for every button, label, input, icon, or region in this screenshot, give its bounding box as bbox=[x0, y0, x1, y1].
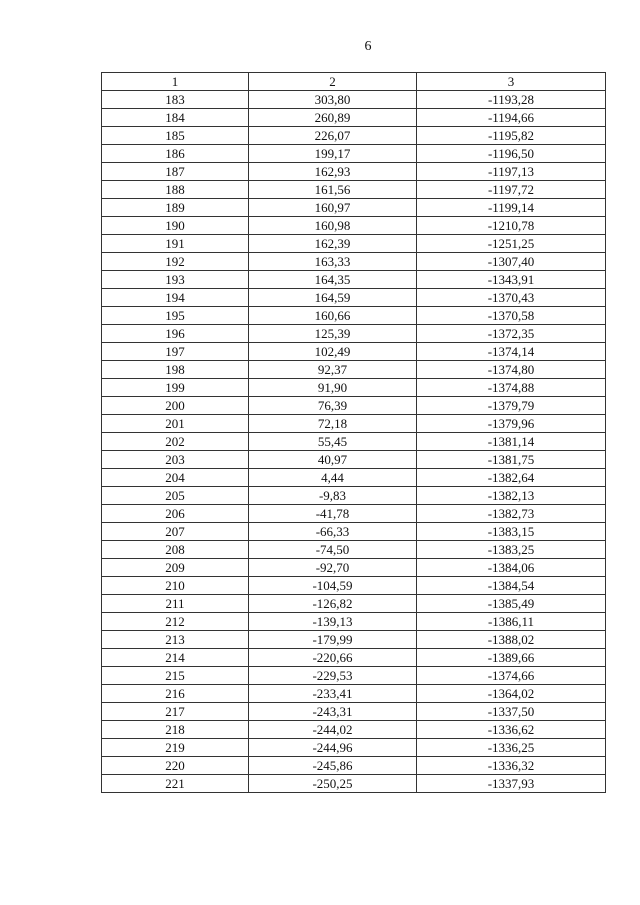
table-cell: 185 bbox=[102, 127, 249, 145]
table-row bbox=[102, 415, 606, 433]
table-cell: 197 bbox=[102, 343, 249, 361]
table-cell: -1389,66 bbox=[417, 649, 606, 667]
table-cell: 40,97 bbox=[249, 451, 417, 469]
table-cell: -1385,49 bbox=[417, 595, 606, 613]
table-cell: -1383,25 bbox=[417, 541, 606, 559]
table-cell: 217 bbox=[102, 703, 249, 721]
table-cell: -1381,75 bbox=[417, 451, 606, 469]
table-cell: 191 bbox=[102, 235, 249, 253]
table-cell: -1199,14 bbox=[417, 199, 606, 217]
table-row bbox=[102, 649, 606, 667]
table-row bbox=[102, 757, 606, 775]
table-cell: -1196,50 bbox=[417, 145, 606, 163]
table-row bbox=[102, 523, 606, 541]
table-cell: 207 bbox=[102, 523, 249, 541]
table-cell: -1337,50 bbox=[417, 703, 606, 721]
table-row bbox=[102, 685, 606, 703]
table-row bbox=[102, 343, 606, 361]
table-cell: 206 bbox=[102, 505, 249, 523]
table-cell: 208 bbox=[102, 541, 249, 559]
table-row bbox=[102, 541, 606, 559]
table-cell: 160,97 bbox=[249, 199, 417, 217]
table-cell: 221 bbox=[102, 775, 249, 793]
table-cell: -1197,13 bbox=[417, 163, 606, 181]
table-cell: -1382,13 bbox=[417, 487, 606, 505]
table-cell: -1382,73 bbox=[417, 505, 606, 523]
table-cell: 161,56 bbox=[249, 181, 417, 199]
table-cell: -1197,72 bbox=[417, 181, 606, 199]
table-cell: 226,07 bbox=[249, 127, 417, 145]
table-cell: 205 bbox=[102, 487, 249, 505]
table-cell: -1336,25 bbox=[417, 739, 606, 757]
table-cell: 194 bbox=[102, 289, 249, 307]
table-row bbox=[102, 721, 606, 739]
table-row bbox=[102, 307, 606, 325]
table-row bbox=[102, 235, 606, 253]
table-row bbox=[102, 361, 606, 379]
table-row bbox=[102, 289, 606, 307]
table-cell: 201 bbox=[102, 415, 249, 433]
table-cell: -244,96 bbox=[249, 739, 417, 757]
table-cell: 196 bbox=[102, 325, 249, 343]
table-cell: 214 bbox=[102, 649, 249, 667]
table-cell: -1374,88 bbox=[417, 379, 606, 397]
table-cell: 303,80 bbox=[249, 91, 417, 109]
table-row bbox=[102, 577, 606, 595]
table-cell: -1210,78 bbox=[417, 217, 606, 235]
table-cell: 160,98 bbox=[249, 217, 417, 235]
table-cell: -179,99 bbox=[249, 631, 417, 649]
table-row bbox=[102, 253, 606, 271]
table-row bbox=[102, 145, 606, 163]
table-cell: 200 bbox=[102, 397, 249, 415]
table-cell: -1364,02 bbox=[417, 685, 606, 703]
table-cell: 219 bbox=[102, 739, 249, 757]
table-cell: -229,53 bbox=[249, 667, 417, 685]
table-cell: -104,59 bbox=[249, 577, 417, 595]
table-row bbox=[102, 109, 606, 127]
table-cell: -1337,93 bbox=[417, 775, 606, 793]
table-row bbox=[102, 631, 606, 649]
table-cell: 215 bbox=[102, 667, 249, 685]
table-row bbox=[102, 325, 606, 343]
table-cell: 125,39 bbox=[249, 325, 417, 343]
table-row bbox=[102, 595, 606, 613]
table-cell: 189 bbox=[102, 199, 249, 217]
table-cell: -1382,64 bbox=[417, 469, 606, 487]
table-cell: 160,66 bbox=[249, 307, 417, 325]
table-cell: 199 bbox=[102, 379, 249, 397]
table-row bbox=[102, 451, 606, 469]
table-cell: -1336,62 bbox=[417, 721, 606, 739]
table-cell: 203 bbox=[102, 451, 249, 469]
table-cell: 195 bbox=[102, 307, 249, 325]
table-cell: 202 bbox=[102, 433, 249, 451]
table-row bbox=[102, 667, 606, 685]
table-cell: -1307,40 bbox=[417, 253, 606, 271]
table-cell: -1336,32 bbox=[417, 757, 606, 775]
table-cell: 198 bbox=[102, 361, 249, 379]
table-header-row bbox=[102, 73, 606, 91]
table-cell: 188 bbox=[102, 181, 249, 199]
table-cell: -1370,58 bbox=[417, 307, 606, 325]
table-cell: 213 bbox=[102, 631, 249, 649]
table-cell: 183 bbox=[102, 91, 249, 109]
table-cell: -1384,06 bbox=[417, 559, 606, 577]
table-cell: -1383,15 bbox=[417, 523, 606, 541]
table-cell: -1384,54 bbox=[417, 577, 606, 595]
table-cell: -220,66 bbox=[249, 649, 417, 667]
table-cell: -1379,79 bbox=[417, 397, 606, 415]
table-cell: 162,93 bbox=[249, 163, 417, 181]
table-cell: 162,39 bbox=[249, 235, 417, 253]
table-cell: -1374,66 bbox=[417, 667, 606, 685]
table-row bbox=[102, 559, 606, 577]
table-cell: -9,83 bbox=[249, 487, 417, 505]
table-row bbox=[102, 613, 606, 631]
table-cell: 187 bbox=[102, 163, 249, 181]
table-row bbox=[102, 379, 606, 397]
table-cell: 216 bbox=[102, 685, 249, 703]
table-cell: 76,39 bbox=[249, 397, 417, 415]
table-row bbox=[102, 433, 606, 451]
table-row bbox=[102, 217, 606, 235]
table-cell: 209 bbox=[102, 559, 249, 577]
table-cell: -1195,82 bbox=[417, 127, 606, 145]
table-cell: -1370,43 bbox=[417, 289, 606, 307]
table-cell: 184 bbox=[102, 109, 249, 127]
table-cell: 163,33 bbox=[249, 253, 417, 271]
table-cell: -41,78 bbox=[249, 505, 417, 523]
table-cell: 218 bbox=[102, 721, 249, 739]
table-cell: 4,44 bbox=[249, 469, 417, 487]
table-cell: 192 bbox=[102, 253, 249, 271]
page-number: 6 bbox=[364, 39, 372, 54]
table-row bbox=[102, 91, 606, 109]
table-cell: -126,82 bbox=[249, 595, 417, 613]
table-cell: -1386,11 bbox=[417, 613, 606, 631]
table-cell: 72,18 bbox=[249, 415, 417, 433]
table-cell: -92,70 bbox=[249, 559, 417, 577]
data-table bbox=[101, 72, 606, 793]
table-cell: 212 bbox=[102, 613, 249, 631]
table-cell: -1379,96 bbox=[417, 415, 606, 433]
column-header: 3 bbox=[417, 73, 606, 91]
table-cell: -139,13 bbox=[249, 613, 417, 631]
table-cell: 164,35 bbox=[249, 271, 417, 289]
table-cell: -250,25 bbox=[249, 775, 417, 793]
table-cell: 211 bbox=[102, 595, 249, 613]
table-row bbox=[102, 181, 606, 199]
table-row bbox=[102, 469, 606, 487]
table-row bbox=[102, 703, 606, 721]
table-cell: 164,59 bbox=[249, 289, 417, 307]
table-cell: -1372,35 bbox=[417, 325, 606, 343]
table-cell: -1343,91 bbox=[417, 271, 606, 289]
table-row bbox=[102, 739, 606, 757]
table-cell: 220 bbox=[102, 757, 249, 775]
table-cell: -1194,66 bbox=[417, 109, 606, 127]
table-cell: -1381,14 bbox=[417, 433, 606, 451]
table-row bbox=[102, 505, 606, 523]
column-header: 1 bbox=[102, 73, 249, 91]
table-cell: 210 bbox=[102, 577, 249, 595]
table-cell: 204 bbox=[102, 469, 249, 487]
table-cell: -233,41 bbox=[249, 685, 417, 703]
table-cell: 186 bbox=[102, 145, 249, 163]
table-cell: 190 bbox=[102, 217, 249, 235]
table-row bbox=[102, 127, 606, 145]
table-row bbox=[102, 199, 606, 217]
table-cell: -1193,28 bbox=[417, 91, 606, 109]
table-body bbox=[102, 91, 606, 793]
table-row bbox=[102, 487, 606, 505]
column-header: 2 bbox=[249, 73, 417, 91]
table-cell: -1388,02 bbox=[417, 631, 606, 649]
table-cell: -1374,14 bbox=[417, 343, 606, 361]
table-cell: 55,45 bbox=[249, 433, 417, 451]
table-row bbox=[102, 163, 606, 181]
table-cell: -1374,80 bbox=[417, 361, 606, 379]
table-cell: 102,49 bbox=[249, 343, 417, 361]
table-cell: -1251,25 bbox=[417, 235, 606, 253]
table-cell: -245,86 bbox=[249, 757, 417, 775]
table-cell: -244,02 bbox=[249, 721, 417, 739]
table-cell: 91,90 bbox=[249, 379, 417, 397]
table-cell: 199,17 bbox=[249, 145, 417, 163]
table-cell: -243,31 bbox=[249, 703, 417, 721]
table-row bbox=[102, 397, 606, 415]
table-cell: -66,33 bbox=[249, 523, 417, 541]
table-cell: -74,50 bbox=[249, 541, 417, 559]
table-cell: 260,89 bbox=[249, 109, 417, 127]
table-cell: 92,37 bbox=[249, 361, 417, 379]
table-row bbox=[102, 271, 606, 289]
table-row bbox=[102, 775, 606, 793]
table-cell: 193 bbox=[102, 271, 249, 289]
